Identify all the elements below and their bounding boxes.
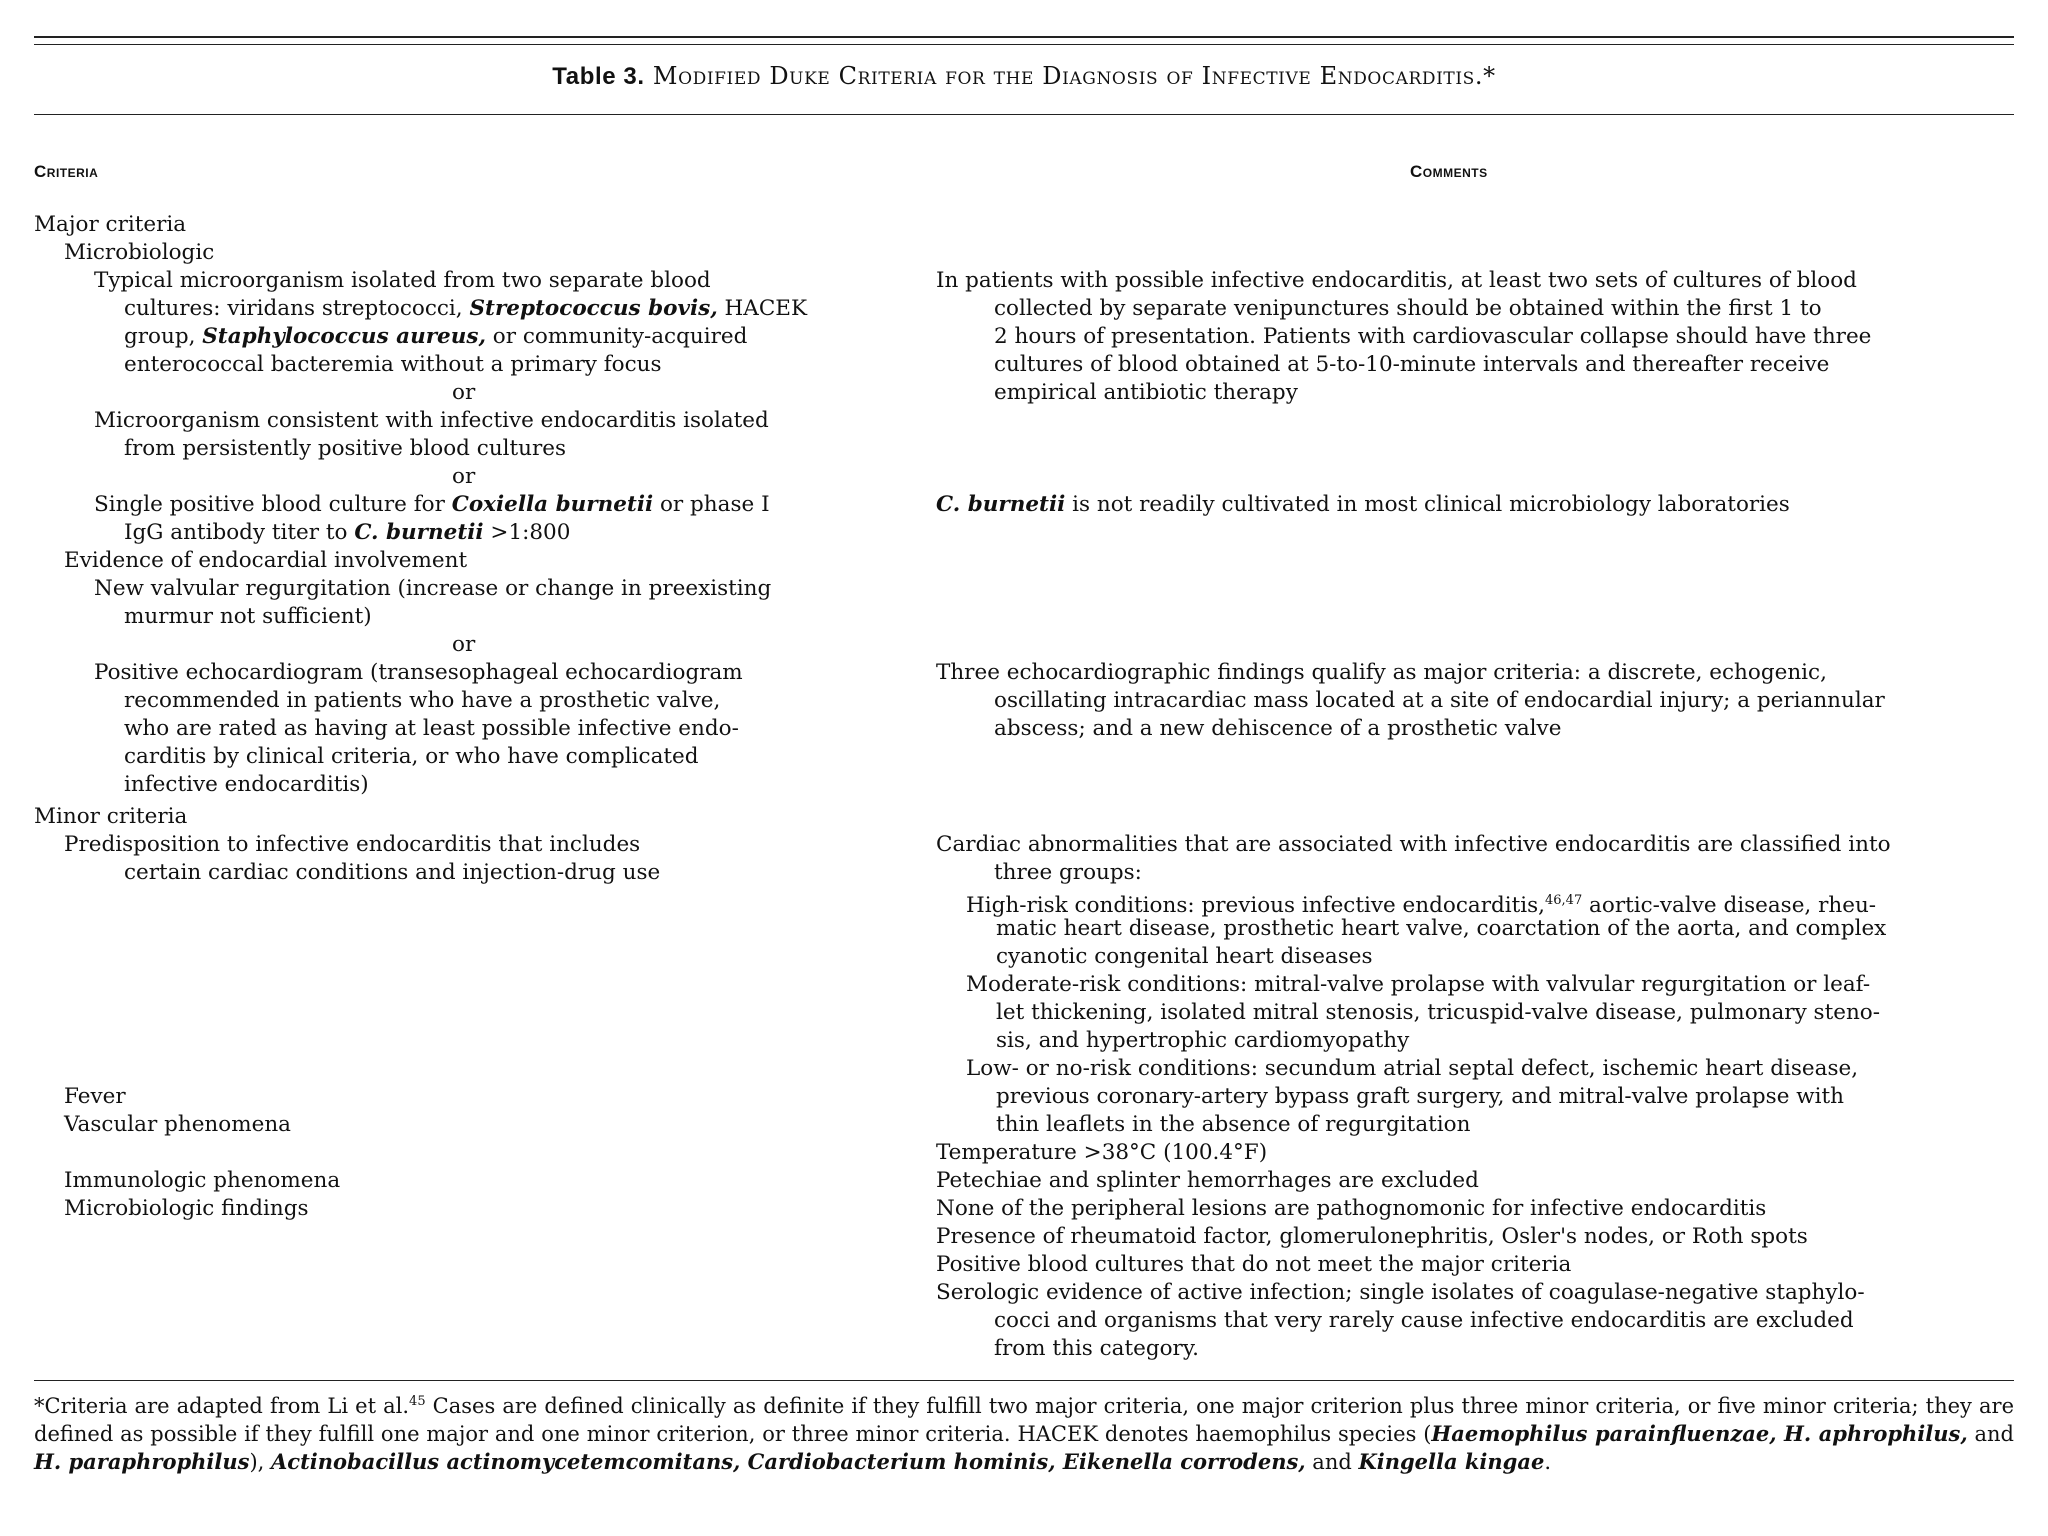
footnote-rule — [34, 1380, 2014, 1381]
comments-header: Comments — [1410, 162, 1488, 181]
culture-comment-line-4: cultures of blood obtained at 5-to-10-minute intervals and thereafter receive — [994, 352, 1830, 377]
rheumatoid-comment: Presence of rheumatoid factor, glomerulonephritis, Osler's nodes, or Roth spots — [936, 1224, 1808, 1249]
petechiae-comment: Petechiae and splinter hemorrhages are excluded — [936, 1168, 1479, 1193]
echo-line-5: infective endocarditis) — [124, 772, 369, 797]
single-culture-line-1: Single positive blood culture for Coxiella burnetii or phase I — [94, 492, 770, 517]
or-separator: or — [452, 380, 476, 405]
criteria-header: Criteria — [34, 162, 99, 181]
major-criteria-heading: Major criteria — [34, 212, 187, 237]
top-rule-thin — [34, 44, 2014, 45]
temperature-comment: Temperature >38°C (100.4°F) — [936, 1140, 1268, 1165]
serologic-comment-line-3: from this category. — [994, 1336, 1199, 1361]
minor-criteria-heading: Minor criteria — [34, 804, 188, 829]
typical-line-4: enterococcal bacteremia without a primary focus — [124, 352, 662, 377]
table-label: Table 3. — [552, 63, 645, 90]
echo-line-1: Positive echocardiogram (transesophageal echocardiogram — [94, 660, 743, 685]
vascular-criterion: Vascular phenomena — [64, 1112, 291, 1137]
culture-comment-line-3: 2 hours of presentation. Patients with cardiovascular collapse should have three — [994, 324, 1872, 349]
peripheral-lesions-comment: None of the peripheral lesions are pathognomonic for infective endocarditis — [936, 1196, 1767, 1221]
single-culture-line-2: IgG antibody titer to C. burnetii >1:800 — [124, 520, 571, 545]
microbiologic-heading: Microbiologic — [64, 240, 215, 265]
serologic-comment-line-1: Serologic evidence of active infection; single isolates of coagulase-negative staphylo- — [936, 1280, 1865, 1305]
echo-line-3: who are rated as having at least possible infective endo- — [124, 716, 739, 741]
fever-criterion: Fever — [64, 1084, 126, 1109]
consistent-line-1: Microorganism consistent with infective endocarditis isolated — [94, 408, 769, 433]
or-separator: or — [452, 464, 476, 489]
high-risk-line-1: High-risk conditions: previous infective endocarditis,$^{46,47}$ aortic-valve disease, rheu- — [966, 893, 1877, 919]
table-footnote: *Criteria are adapted from Li et al.$^{45}$ Cases are defined clinically as definite if they fulfill two major criteria, one major criterion plus three minor criteria, or five minor criteria; they are defined as possible if they fulfill one major and one minor criterion, or three minor criteria. HACEK denotes haemophilus species (Haemophilus parainfluenzae, H. aphrophilus, and H. paraphrophilus), Actinobacillus actinomycetemcomitans, Cardiobacterium hominis, Eikenella corrodens, and Kingella kingae. — [34, 1394, 2015, 1474]
valvular-line-1: New valvular regurgitation (increase or change in preexisting — [94, 576, 772, 601]
echo-comment-line-3: abscess; and a new dehiscence of a prosthetic valve — [994, 716, 1562, 741]
moderate-risk-line-3: sis, and hypertrophic cardiomyopathy — [996, 1028, 1410, 1053]
moderate-risk-line-1: Moderate-risk conditions: mitral-valve prolapse with valvular regurgitation or leaf- — [966, 972, 1871, 997]
serologic-comment-line-2: cocci and organisms that very rarely cause infective endocarditis are excluded — [994, 1308, 1854, 1333]
evidence-heading: Evidence of endocardial involvement — [64, 548, 468, 573]
predisposition-line-2: certain cardiac conditions and injection-drug use — [124, 860, 661, 885]
culture-comment-line-5: empirical antibiotic therapy — [994, 380, 1298, 405]
low-risk-line-2: previous coronary-artery bypass graft surgery, and mitral-valve prolapse with — [996, 1084, 1845, 1109]
consistent-line-2: from persistently positive blood cultures — [124, 436, 567, 461]
echo-line-4: carditis by clinical criteria, or who have complicated — [124, 744, 699, 769]
high-risk-line-3: cyanotic congenital heart diseases — [996, 944, 1373, 969]
title-rule — [34, 114, 2014, 115]
table-title — [0, 62, 2048, 91]
typical-line-3: group, Staphylococcus aureus, or community-acquired — [124, 324, 748, 349]
top-rule — [34, 36, 2014, 38]
table-title-text: Modified Duke Criteria for the Diagnosis of Infective Endocarditis.* — [652, 62, 1496, 90]
valvular-line-2: murmur not sufficient) — [124, 604, 372, 629]
cardiac-comment-line-2: three groups: — [994, 860, 1142, 885]
culture-comment-line-1: In patients with possible infective endocarditis, at least two sets of cultures of blood — [936, 268, 1857, 293]
or-separator: or — [452, 632, 476, 657]
low-risk-line-1: Low- or no-risk conditions: secundum atrial septal defect, ischemic heart disease, — [966, 1056, 1859, 1081]
echo-comment-line-1: Three echocardiographic findings qualify as major criteria: a discrete, echogenic, — [936, 660, 1827, 685]
echo-line-2: recommended in patients who have a prosthetic valve, — [124, 688, 721, 713]
low-risk-line-3: thin leaflets in the absence of regurgitation — [996, 1112, 1471, 1137]
culture-comment-line-2: collected by separate venipunctures should be obtained within the first 1 to — [994, 296, 1822, 321]
high-risk-line-2: matic heart disease, prosthetic heart valve, coarctation of the aorta, and complex — [996, 916, 1887, 941]
typical-line-2: cultures: viridans streptococci, Streptococcus bovis, HACEK — [124, 296, 808, 321]
positive-cultures-comment: Positive blood cultures that do not meet the major criteria — [936, 1252, 1572, 1277]
echo-comment-line-2: oscillating intracardiac mass located at a site of endocardial injury; a periannular — [994, 688, 1885, 713]
moderate-risk-line-2: let thickening, isolated mitral stenosis, tricuspid-valve disease, pulmonary steno- — [996, 1000, 1881, 1025]
predisposition-line-1: Predisposition to infective endocarditis that includes — [64, 832, 641, 857]
immunologic-criterion: Immunologic phenomena — [64, 1168, 341, 1193]
typical-line-1: Typical microorganism isolated from two separate blood — [94, 268, 711, 293]
cardiac-comment-line-1: Cardiac abnormalities that are associated with infective endocarditis are classified into — [936, 832, 1891, 857]
microbiologic-findings-criterion: Microbiologic findings — [64, 1196, 309, 1221]
burnetii-comment: C. burnetii is not readily cultivated in most clinical microbiology laboratories — [936, 492, 1790, 517]
